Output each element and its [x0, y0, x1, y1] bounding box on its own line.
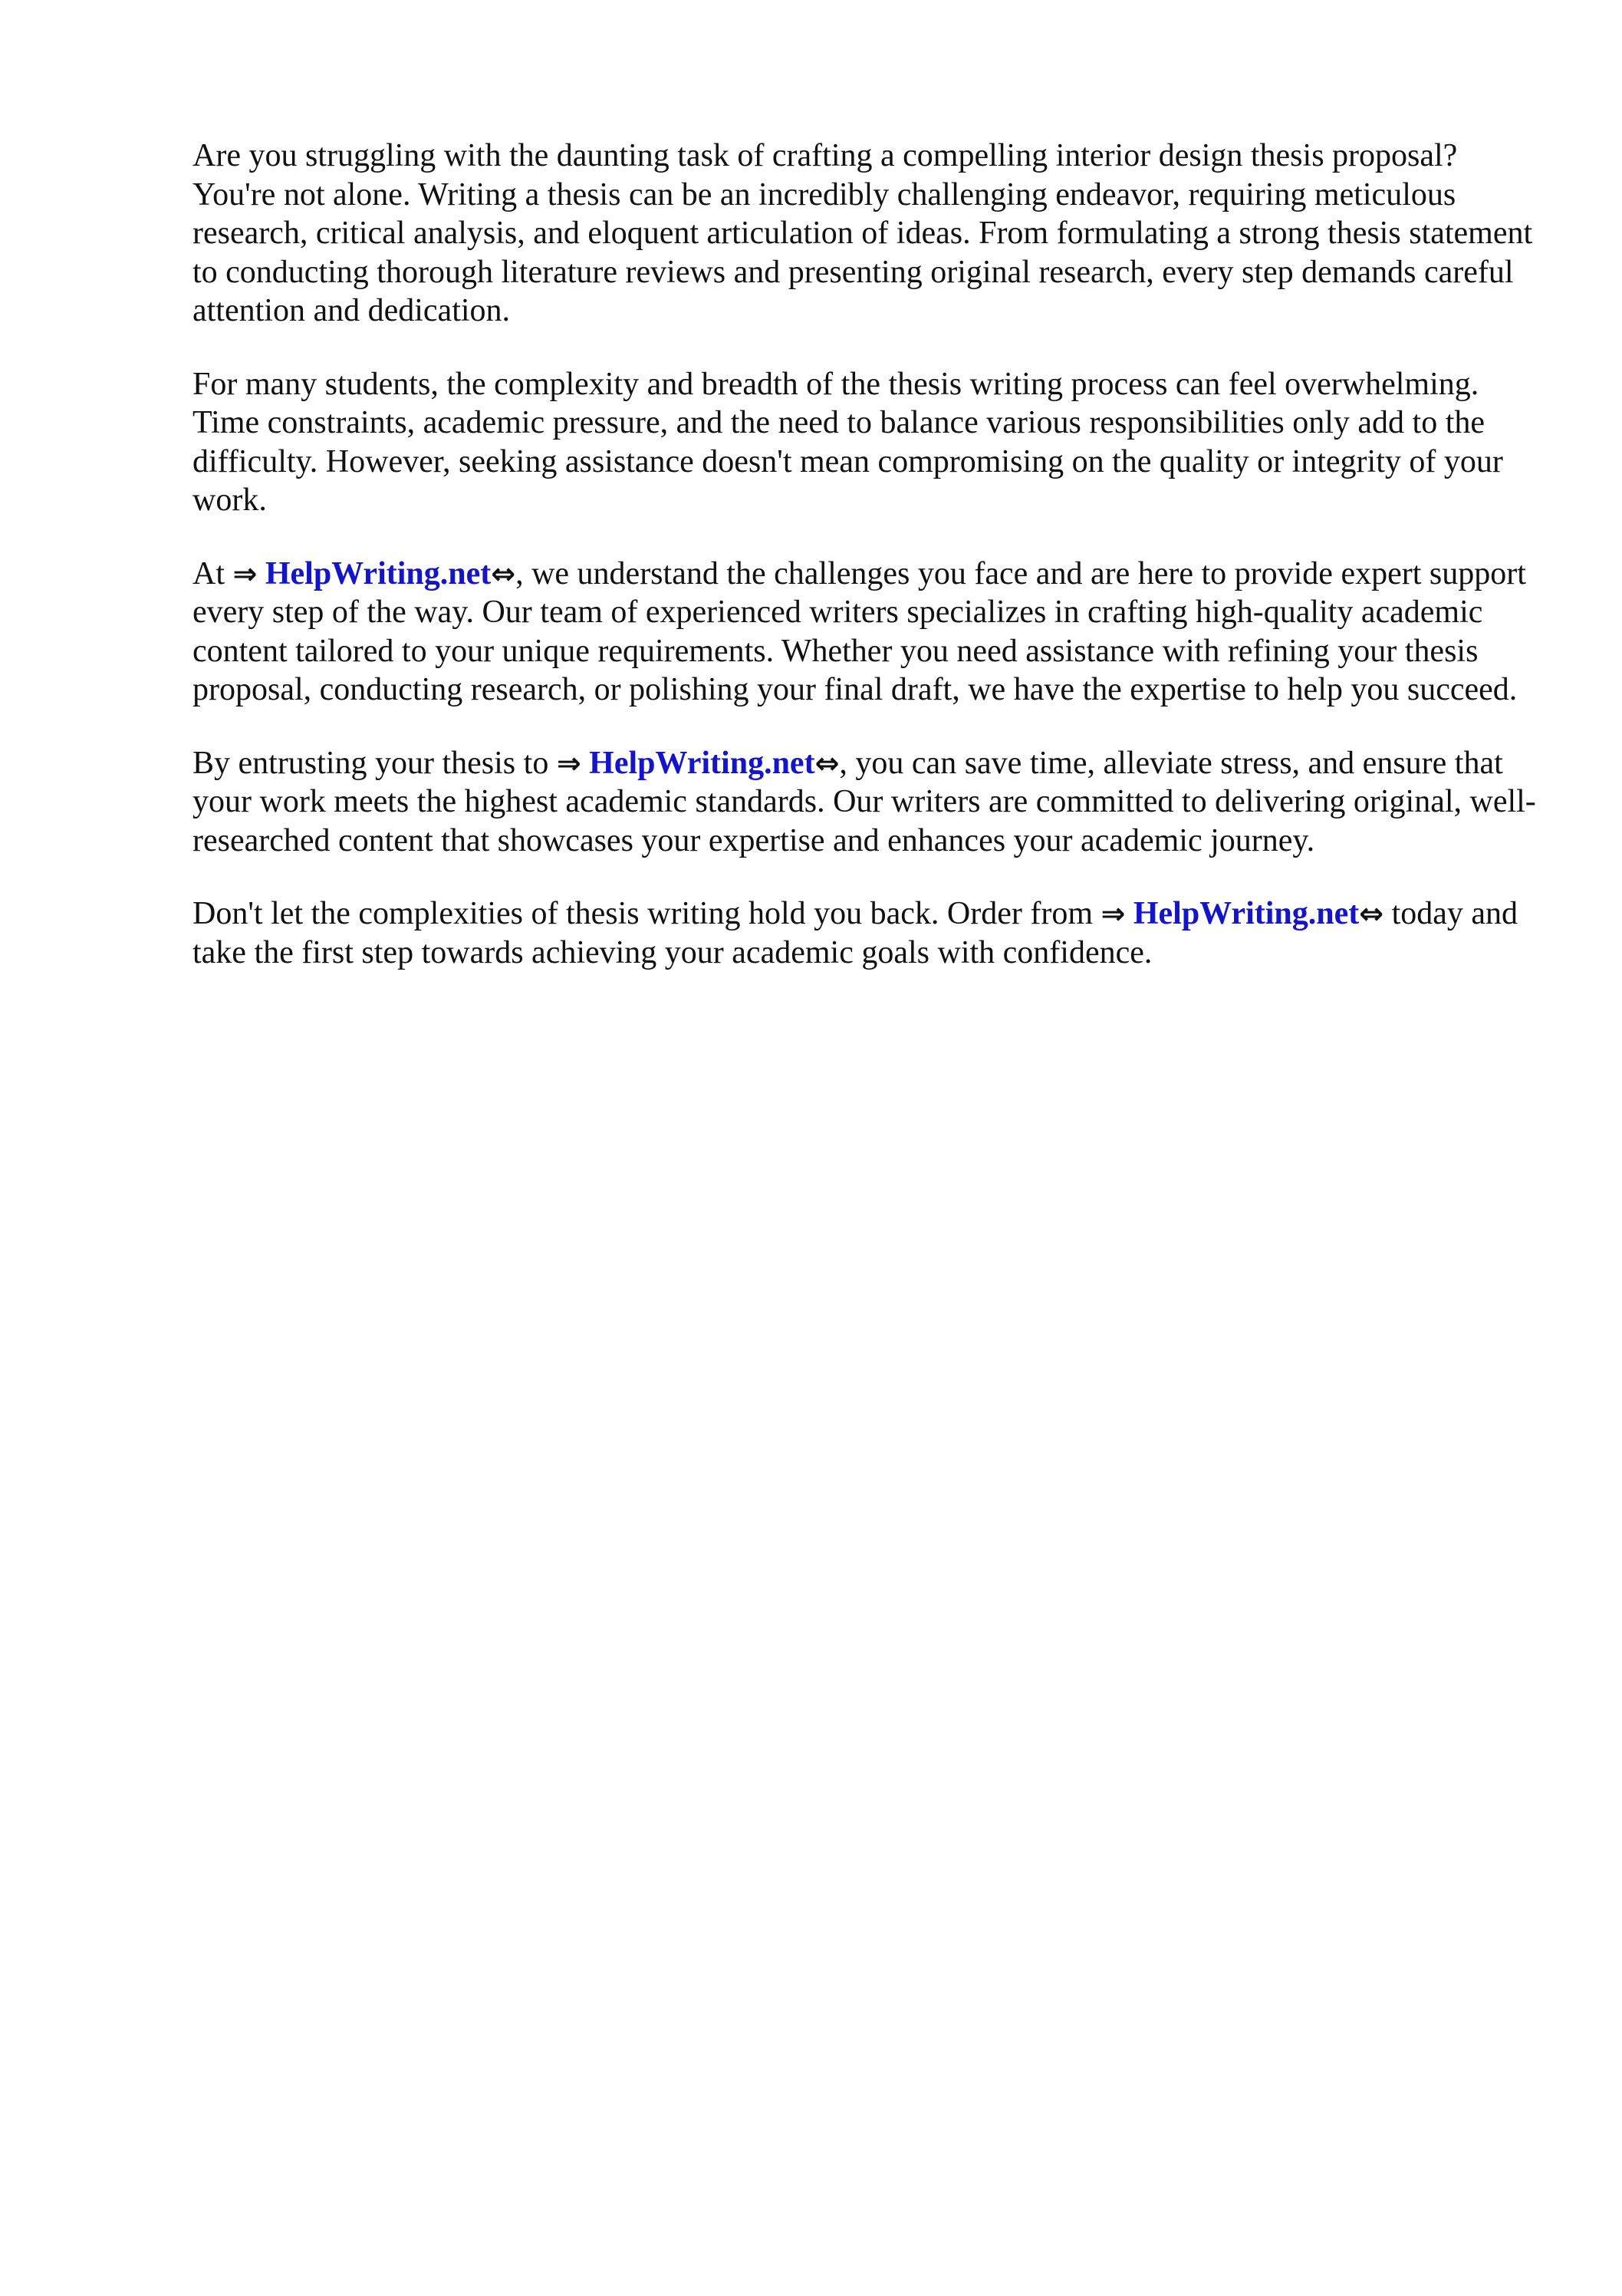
right-arrow-icon: ⇒ — [232, 556, 258, 591]
document-body — [192, 137, 1542, 1006]
paragraph-benefits-text: , you can save time, alleviate stress, and ensure that your work meets the highest academic standards. Our writers are committed to delivering original, well-researched content that showcases your expertise and enhances your academic journey. — [192, 745, 1536, 858]
paragraph-cta-text: today and take the first step towards achieving your academic goals with confidence. — [192, 896, 1518, 970]
paragraph-call-to-action — [192, 894, 1542, 972]
right-arrow-icon: ⇒ — [556, 746, 581, 780]
helpwriting-link[interactable]: HelpWriting.net — [265, 555, 492, 591]
paragraph-cta-lead: Don't let the complexities of thesis writing hold you back. Order from — [192, 896, 1101, 931]
helpwriting-link[interactable]: HelpWriting.net — [1133, 896, 1360, 931]
double-arrow-icon: ⇔ — [1359, 897, 1384, 931]
paragraph-benefits-lead: By entrusting your thesis to — [192, 745, 557, 781]
paragraph-service-lead: At — [192, 555, 233, 591]
paragraph-challenges: For many students, the complexity and breadth of the thesis writing process can feel overwhelming. Time constraints, academic pressure, and the need to balance various responsibilities only add to the difficulty. However, seeking assistance doesn't mean compromising on the quality or integrity of your work. — [192, 366, 1503, 518]
right-arrow-icon: ⇒ — [1101, 897, 1126, 931]
paragraph-benefits — [192, 744, 1542, 861]
double-arrow-icon: ⇔ — [491, 556, 516, 591]
double-arrow-icon: ⇔ — [814, 746, 840, 780]
paragraph-service — [192, 555, 1542, 710]
paragraph-service-text: , we understand the challenges you face and are here to provide expert support every step of the way. Our team of experienced writers specializes in crafting high-quality academic content tailored to your unique requirements. Whether you need assistance with refining your thesis proposal, conducting research, or polishing your final draft, we have the expertise to help you succeed. — [192, 555, 1526, 707]
paragraph-intro: Are you struggling with the daunting task of crafting a compelling interior design thesis proposal? You're not alone. Writing a thesis can be an incredibly challenging endeavor, requiring meticulous research, critical analysis, and eloquent articulation of ideas. From formulating a strong thesis statement to conducting thorough literature reviews and presenting original research, every step demands careful attention and dedication. — [192, 138, 1533, 328]
helpwriting-link[interactable]: HelpWriting.net — [589, 745, 815, 781]
